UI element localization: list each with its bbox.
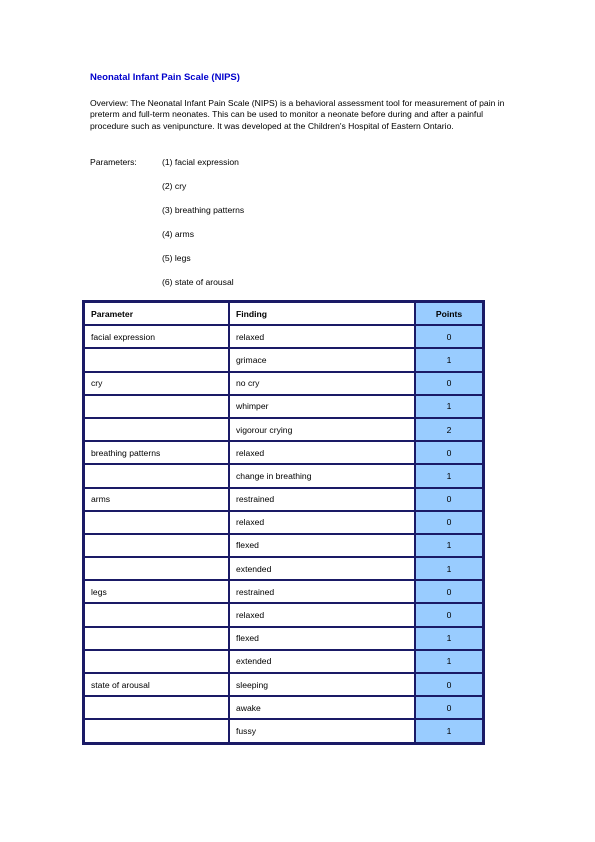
cell-finding: relaxed xyxy=(229,441,415,464)
parameter-item: (4) arms xyxy=(162,229,194,239)
cell-points: 0 xyxy=(415,511,483,534)
parameter-item: (6) state of arousal xyxy=(162,277,234,287)
table-row xyxy=(84,696,483,719)
cell-parameter xyxy=(84,603,229,626)
table-row xyxy=(84,557,483,580)
cell-parameter: cry xyxy=(84,372,229,395)
cell-finding: sleeping xyxy=(229,673,415,696)
cell-points: 1 xyxy=(415,534,483,557)
table-header-row xyxy=(84,302,483,325)
cell-finding: no cry xyxy=(229,372,415,395)
cell-points: 0 xyxy=(415,372,483,395)
cell-finding: awake xyxy=(229,696,415,719)
cell-parameter: arms xyxy=(84,488,229,511)
table-row xyxy=(84,464,483,487)
cell-finding: restrained xyxy=(229,580,415,603)
table-row xyxy=(84,673,483,696)
cell-parameter: facial expression xyxy=(84,325,229,348)
table-row xyxy=(84,488,483,511)
cell-finding: relaxed xyxy=(229,511,415,534)
cell-points: 1 xyxy=(415,464,483,487)
cell-finding: fussy xyxy=(229,719,415,742)
table-row xyxy=(84,372,483,395)
cell-points: 0 xyxy=(415,673,483,696)
cell-parameter xyxy=(84,464,229,487)
overview-paragraph: Overview: The Neonatal Infant Pain Scale (NIPS) is a behavioral assessment tool for measurement of pain in preterm and full-term neonates. This can be used to monitor a neonate before during and after a painful procedure such as venipuncture. It was developed at the Children's Hospital of Eastern Ontario. xyxy=(90,98,505,131)
cell-parameter xyxy=(84,395,229,418)
cell-points: 1 xyxy=(415,395,483,418)
cell-points: 1 xyxy=(415,719,483,742)
cell-finding: flexed xyxy=(229,534,415,557)
parameter-item: (5) legs xyxy=(162,253,191,263)
cell-parameter: state of arousal xyxy=(84,673,229,696)
cell-points: 0 xyxy=(415,580,483,603)
cell-finding: extended xyxy=(229,650,415,673)
cell-parameter: legs xyxy=(84,580,229,603)
cell-finding: extended xyxy=(229,557,415,580)
table-row xyxy=(84,325,483,348)
column-header-finding: Finding xyxy=(229,302,415,325)
cell-points: 2 xyxy=(415,418,483,441)
cell-parameter xyxy=(84,534,229,557)
column-header-parameter: Parameter xyxy=(84,302,229,325)
cell-finding: grimace xyxy=(229,348,415,371)
document-title: Neonatal Infant Pain Scale (NIPS) xyxy=(90,72,240,83)
cell-points: 1 xyxy=(415,650,483,673)
cell-parameter xyxy=(84,627,229,650)
cell-parameter xyxy=(84,696,229,719)
table-row xyxy=(84,627,483,650)
cell-points: 1 xyxy=(415,557,483,580)
parameters-list xyxy=(162,157,244,301)
table-row xyxy=(84,650,483,673)
cell-points: 0 xyxy=(415,441,483,464)
cell-parameter xyxy=(84,650,229,673)
table-row xyxy=(84,418,483,441)
cell-parameter xyxy=(84,557,229,580)
parameter-item: (3) breathing patterns xyxy=(162,205,245,215)
cell-finding: whimper xyxy=(229,395,415,418)
cell-finding: change in breathing xyxy=(229,464,415,487)
cell-points: 0 xyxy=(415,325,483,348)
cell-points: 0 xyxy=(415,603,483,626)
cell-points: 0 xyxy=(415,488,483,511)
cell-parameter: breathing patterns xyxy=(84,441,229,464)
cell-finding: flexed xyxy=(229,627,415,650)
nips-scoring-table xyxy=(82,300,485,745)
table-row xyxy=(84,603,483,626)
cell-finding: vigorour crying xyxy=(229,418,415,441)
cell-finding: relaxed xyxy=(229,325,415,348)
table-body xyxy=(84,325,483,742)
table-row xyxy=(84,441,483,464)
table-row xyxy=(84,580,483,603)
cell-points: 0 xyxy=(415,696,483,719)
table-row xyxy=(84,395,483,418)
cell-parameter xyxy=(84,511,229,534)
parameter-item: (1) facial expression xyxy=(162,157,239,167)
column-header-points: Points xyxy=(415,302,483,325)
parameter-item: (2) cry xyxy=(162,181,187,191)
cell-parameter xyxy=(84,418,229,441)
parameters-label: Parameters: xyxy=(90,157,137,167)
table-row xyxy=(84,719,483,742)
cell-points: 1 xyxy=(415,348,483,371)
cell-finding: restrained xyxy=(229,488,415,511)
cell-points: 1 xyxy=(415,627,483,650)
table-row xyxy=(84,534,483,557)
table-row xyxy=(84,511,483,534)
cell-parameter xyxy=(84,348,229,371)
cell-parameter xyxy=(84,719,229,742)
cell-finding: relaxed xyxy=(229,603,415,626)
table-row xyxy=(84,348,483,371)
